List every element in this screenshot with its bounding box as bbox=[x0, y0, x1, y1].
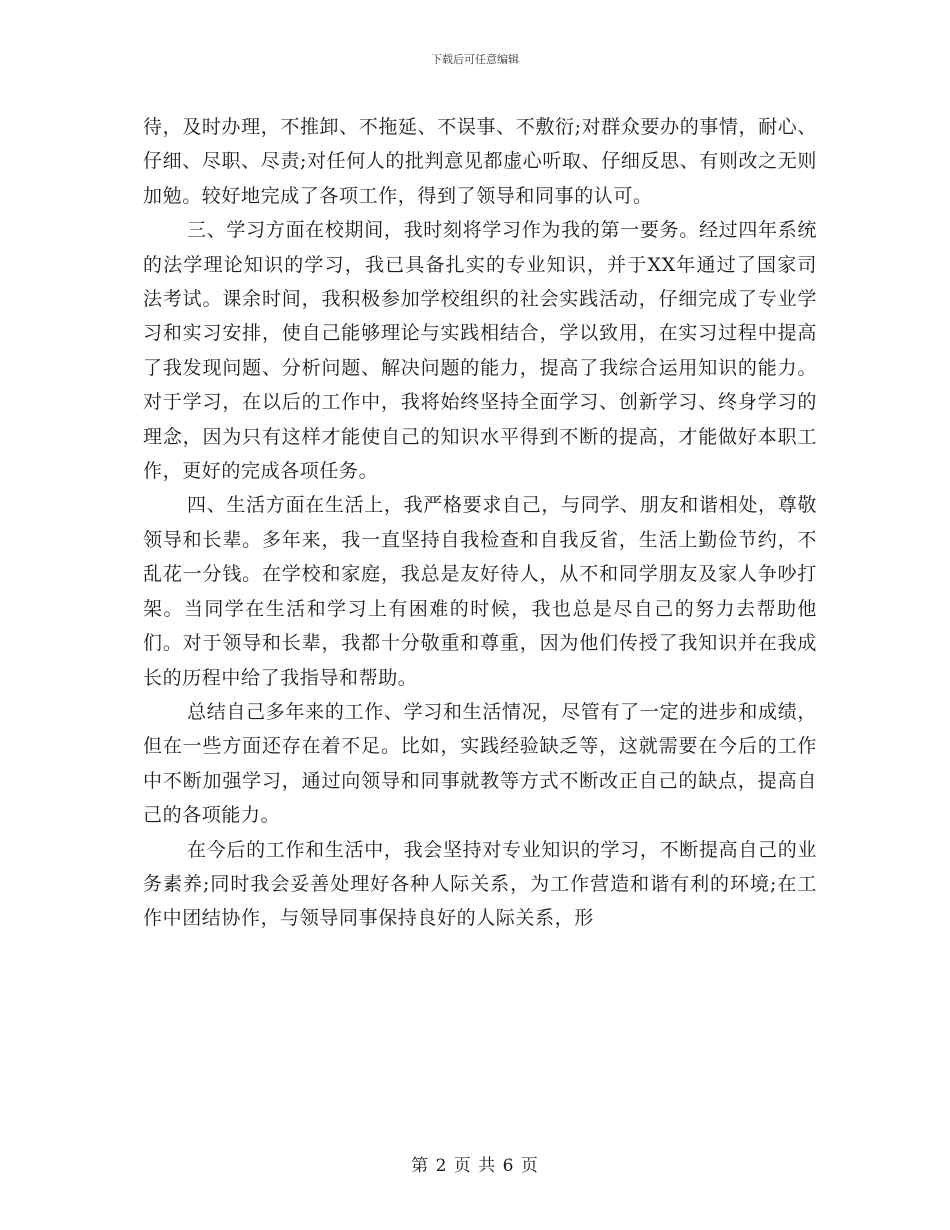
paragraph-2: 三、学习方面在校期间，我时刻将学习作为我的第一要务。经过四年系统的法学理论知识的学习，我已具备扎实的专业知识，并于XX年通过了国家司法考试。课余时间，我积极参加学校组织的社会实践活动，仔细完成了专业学习和实习安排，使自己能够理论与实践相结合，学以致用，在实习过程中提高了我发现问题、分析问题、解决问题的能力，提高了我综合运用知识的能力。对于学习，在以后的工作中，我将始终坚持全面学习、创新学习、终身学习的理念，因为只有这样才能使自己的知识水平得到不断的提高，才能做好本职工作，更好的完成各项任务。 bbox=[143, 219, 817, 483]
paragraph-5: 在今后的工作和生活中，我会坚持对专业知识的学习，不断提高自己的业务素养;同时我会妥善处理好各种人际关系，为工作营造和谐有利的环境;在工作中团结协作，与领导同事保持良好的人际关系，形 bbox=[143, 838, 817, 930]
paragraph-4: 总结自己多年来的工作、学习和生活情况，尽管有了一定的进步和成绩，但在一些方面还存在着不足。比如，实践经验缺乏等，这就需要在今后的工作中不断加强学习，通过向领导和同事就教等方式不断改正自己的缺点，提高自己的各项能力。 bbox=[143, 700, 817, 827]
page-number: 第 2 页 共 6 页 bbox=[411, 1156, 539, 1176]
paragraph-3: 四、生活方面在生活上，我严格要求自己，与同学、朋友和谐相处，尊敬领导和长辈。多年来，我一直坚持自我检查和自我反省，生活上勤俭节约，不乱花一分钱。在学校和家庭，我总是友好待人，从不和同学朋友及家人争吵打架。当同学在生活和学习上有困难的时候，我也总是尽自己的努力去帮助他们。对于领导和长辈，我都十分敬重和尊重，因为他们传授了我知识并在我成长的历程中给了我指导和帮助。 bbox=[143, 494, 817, 689]
page-header: 下载后可任意编辑 bbox=[431, 53, 519, 66]
paragraph-1: 待，及时办理，不推卸、不拖延、不误事、不敷衍;对群众要办的事情，耐心、仔细、尽职、尽责;对任何人的批判意见都虚心听取、仔细反思、有则改之无则加勉。较好地完成了各项工作，得到了领导和同事的认可。 bbox=[143, 116, 817, 207]
document-body bbox=[143, 110, 817, 936]
